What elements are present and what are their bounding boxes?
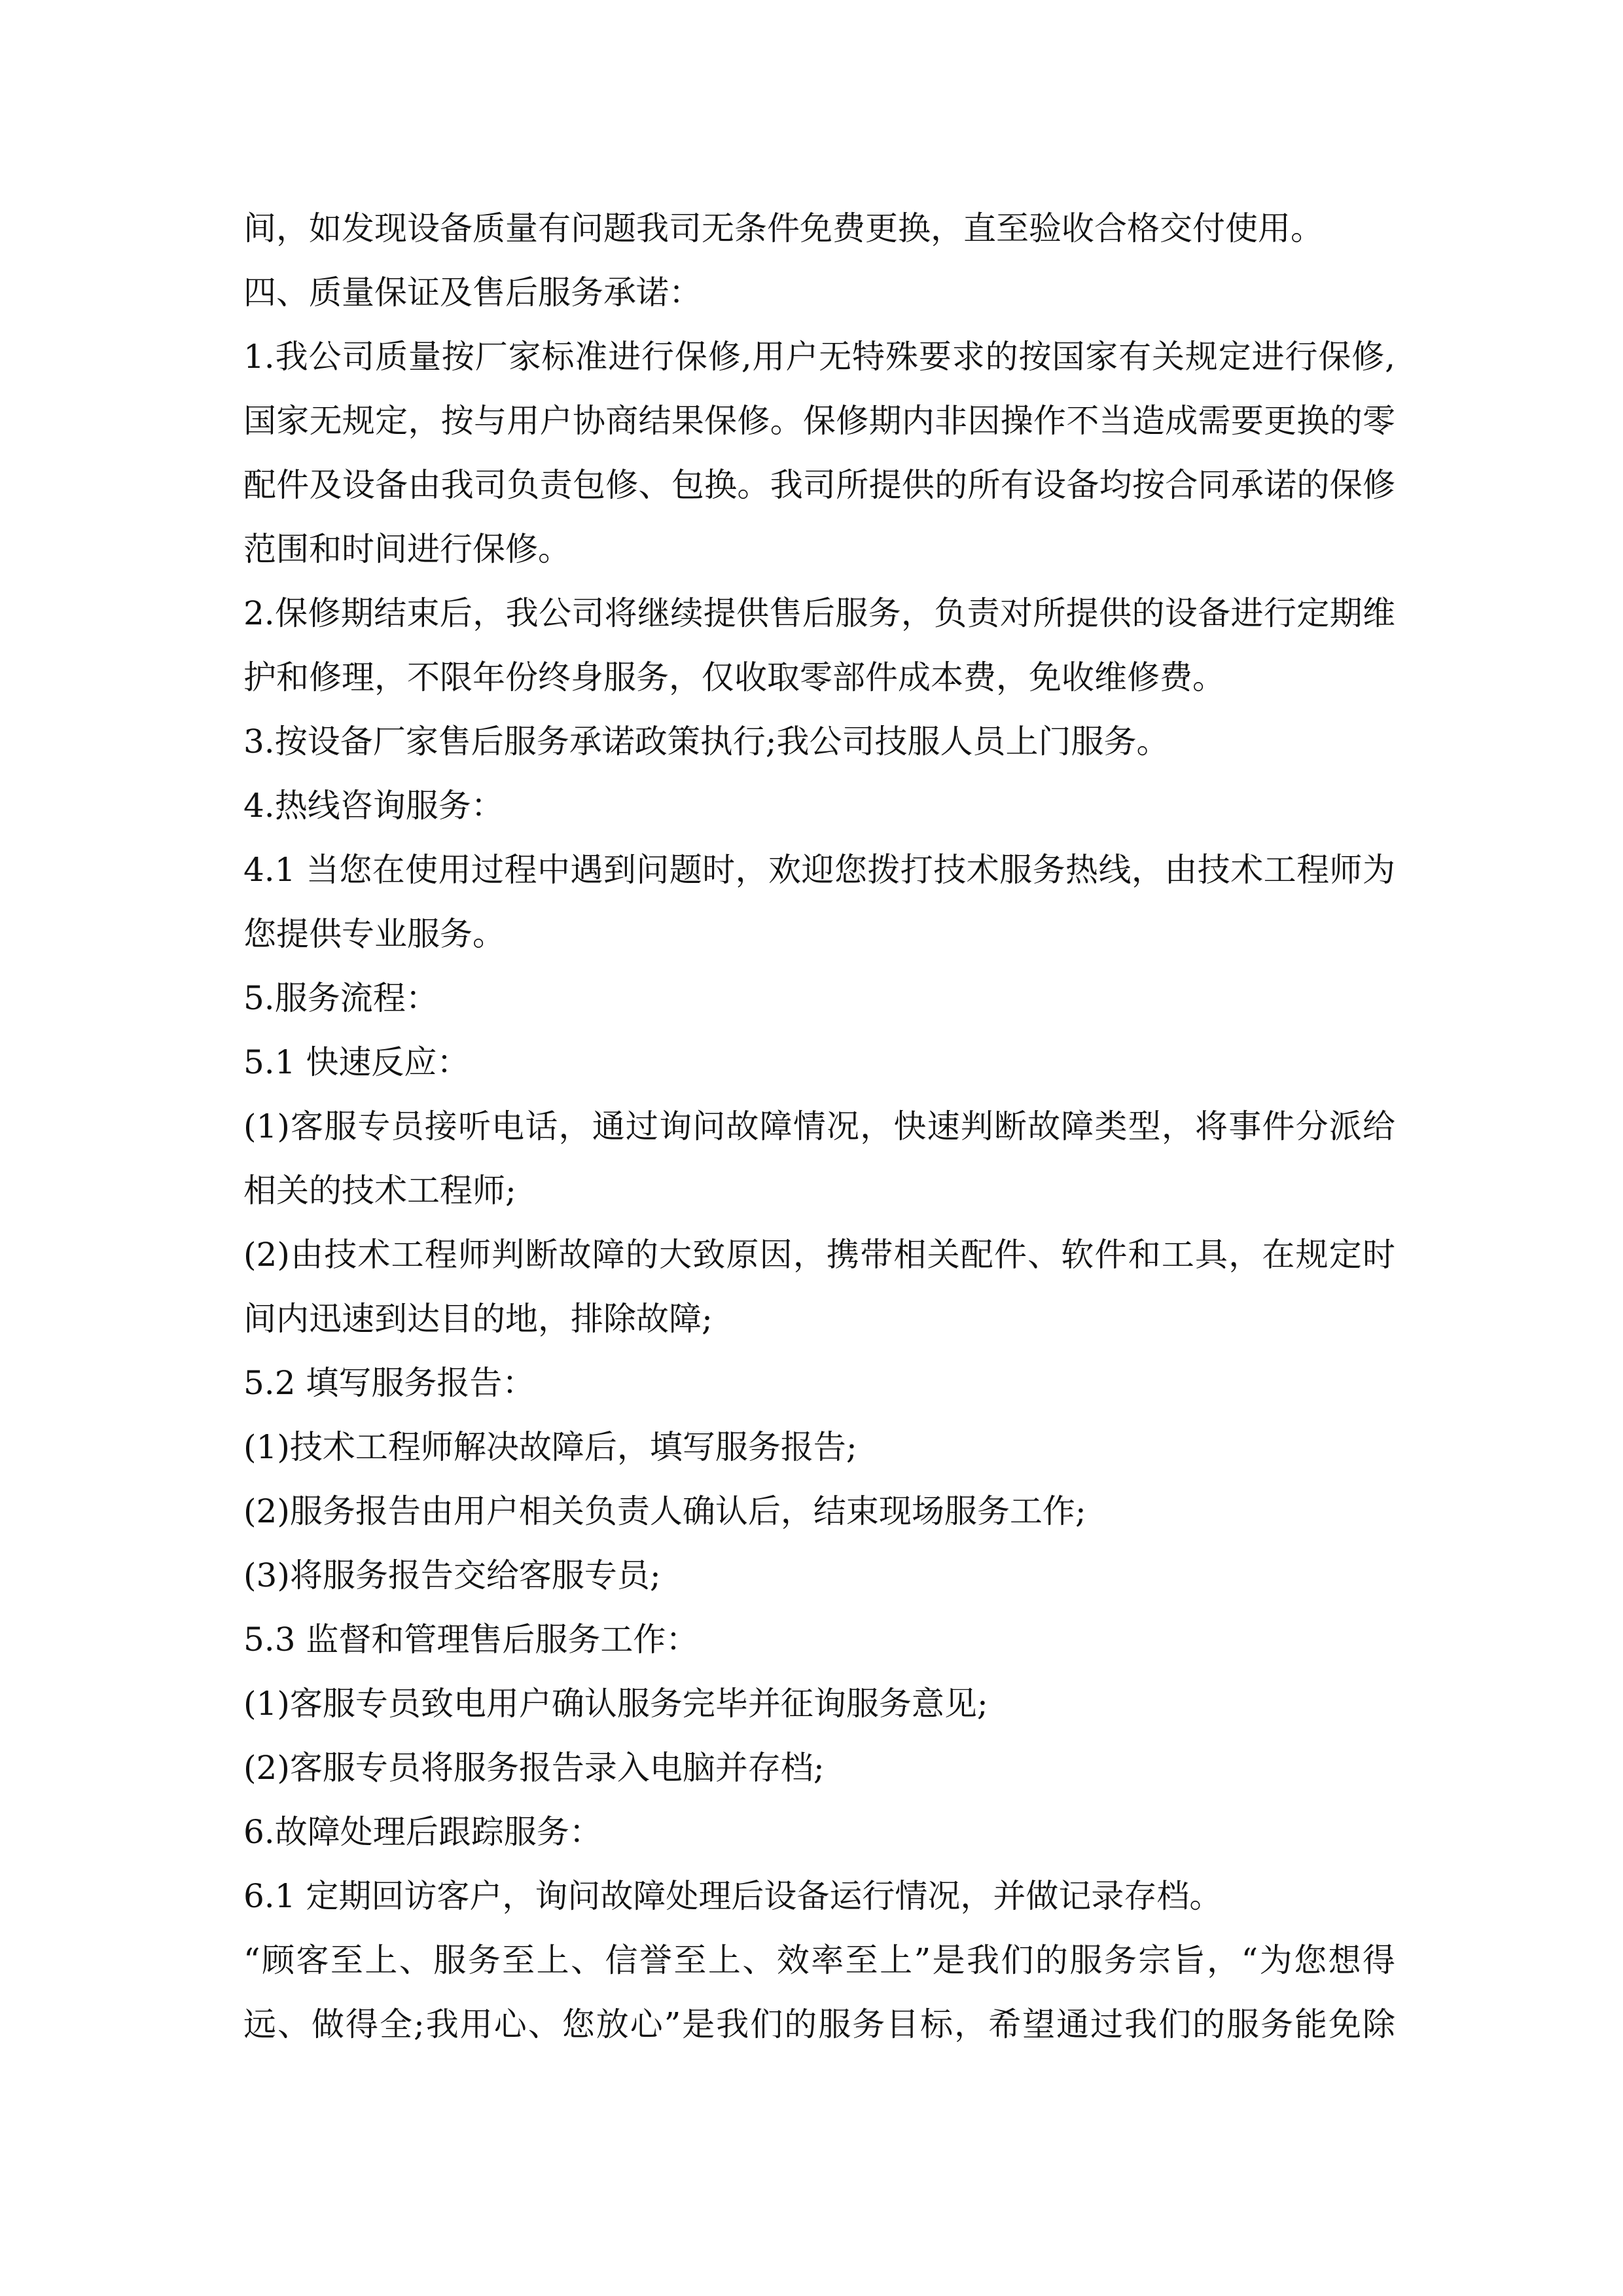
text-line-20: (1)技术工程师解决故障后，填写服务报告;	[243, 1428, 857, 1466]
subheading-hotline: 4.热线咨询服务：	[243, 787, 504, 825]
text-line-11: 4.1 当您在使用过程中遇到问题时，欢迎您拨打技术服务热线，由技术工程师为	[243, 851, 1395, 889]
text-line-28: “顾客至上、服务至上、信誉至上、效率至上”是我们的服务宗旨，“为您想得	[243, 1941, 1395, 1979]
text-line-21: (2)服务报告由用户相关负责人确认后，结束现场服务工作;	[243, 1492, 1086, 1530]
text-line-12: 您提供专业服务。	[243, 915, 505, 953]
text-line-1: 间，如发现设备质量有问题我司无条件免费更换，直至验收合格交付使用。	[243, 209, 1323, 247]
text-line-3: 1.我公司质量按厂家标准进行保修,用户无特殊要求的按国家有关规定进行保修,	[243, 338, 1395, 376]
text-line-18: 间内迅速到达目的地，排除故障;	[243, 1300, 713, 1338]
text-line-8: 护和修理，不限年份终身服务，仅收取零部件成本费，免收维修费。	[243, 658, 1225, 696]
text-line-27: 6.1 定期回访客户，询问故障处理后设备运行情况，并做记录存档。	[243, 1877, 1222, 1915]
text-line-22: (3)将服务报告交给客服专员;	[243, 1556, 661, 1594]
document-body	[243, 196, 1395, 2056]
subheading-quick-response: 5.1 快速反应：	[243, 1043, 470, 1081]
text-line-6: 范围和时间进行保修。	[243, 530, 571, 568]
text-line-5: 配件及设备由我司负责包修、包换。我司所提供的所有设备均按合同承诺的保修	[243, 466, 1395, 504]
text-line-7: 2.保修期结束后，我公司将继续提供售后服务，负责对所提供的设备进行定期维	[243, 594, 1395, 632]
text-line-4: 国家无规定，按与用户协商结果保修。保修期内非因操作不当造成需要更换的零	[243, 402, 1395, 440]
text-line-17: (2)由技术工程师判断故障的大致原因，携带相关配件、软件和工具，在规定时	[243, 1236, 1395, 1274]
text-line-29: 远、做得全;我用心、您放心”是我们的服务目标，希望通过我们的服务能免除	[243, 2005, 1395, 2043]
text-line-9: 3.按设备厂家售后服务承诺政策执行;我公司技服人员上门服务。	[243, 723, 1169, 761]
section-heading-4: 四、质量保证及售后服务承诺：	[243, 274, 702, 312]
subheading-followup: 6.故障处理后跟踪服务：	[243, 1813, 602, 1851]
subheading-service-process: 5.服务流程：	[243, 979, 438, 1017]
text-line-25: (2)客服专员将服务报告录入电脑并存档;	[243, 1749, 825, 1787]
subheading-supervision: 5.3 监督和管理售后服务工作：	[243, 1621, 699, 1659]
subheading-service-report: 5.2 填写服务报告：	[243, 1364, 535, 1402]
text-line-16: 相关的技术工程师;	[243, 1172, 516, 1210]
text-line-15: (1)客服专员接听电话，通过询问故障情况，快速判断故障类型，将事件分派给	[243, 1107, 1395, 1145]
text-line-24: (1)客服专员致电用户确认服务完毕并征询服务意见;	[243, 1685, 988, 1723]
